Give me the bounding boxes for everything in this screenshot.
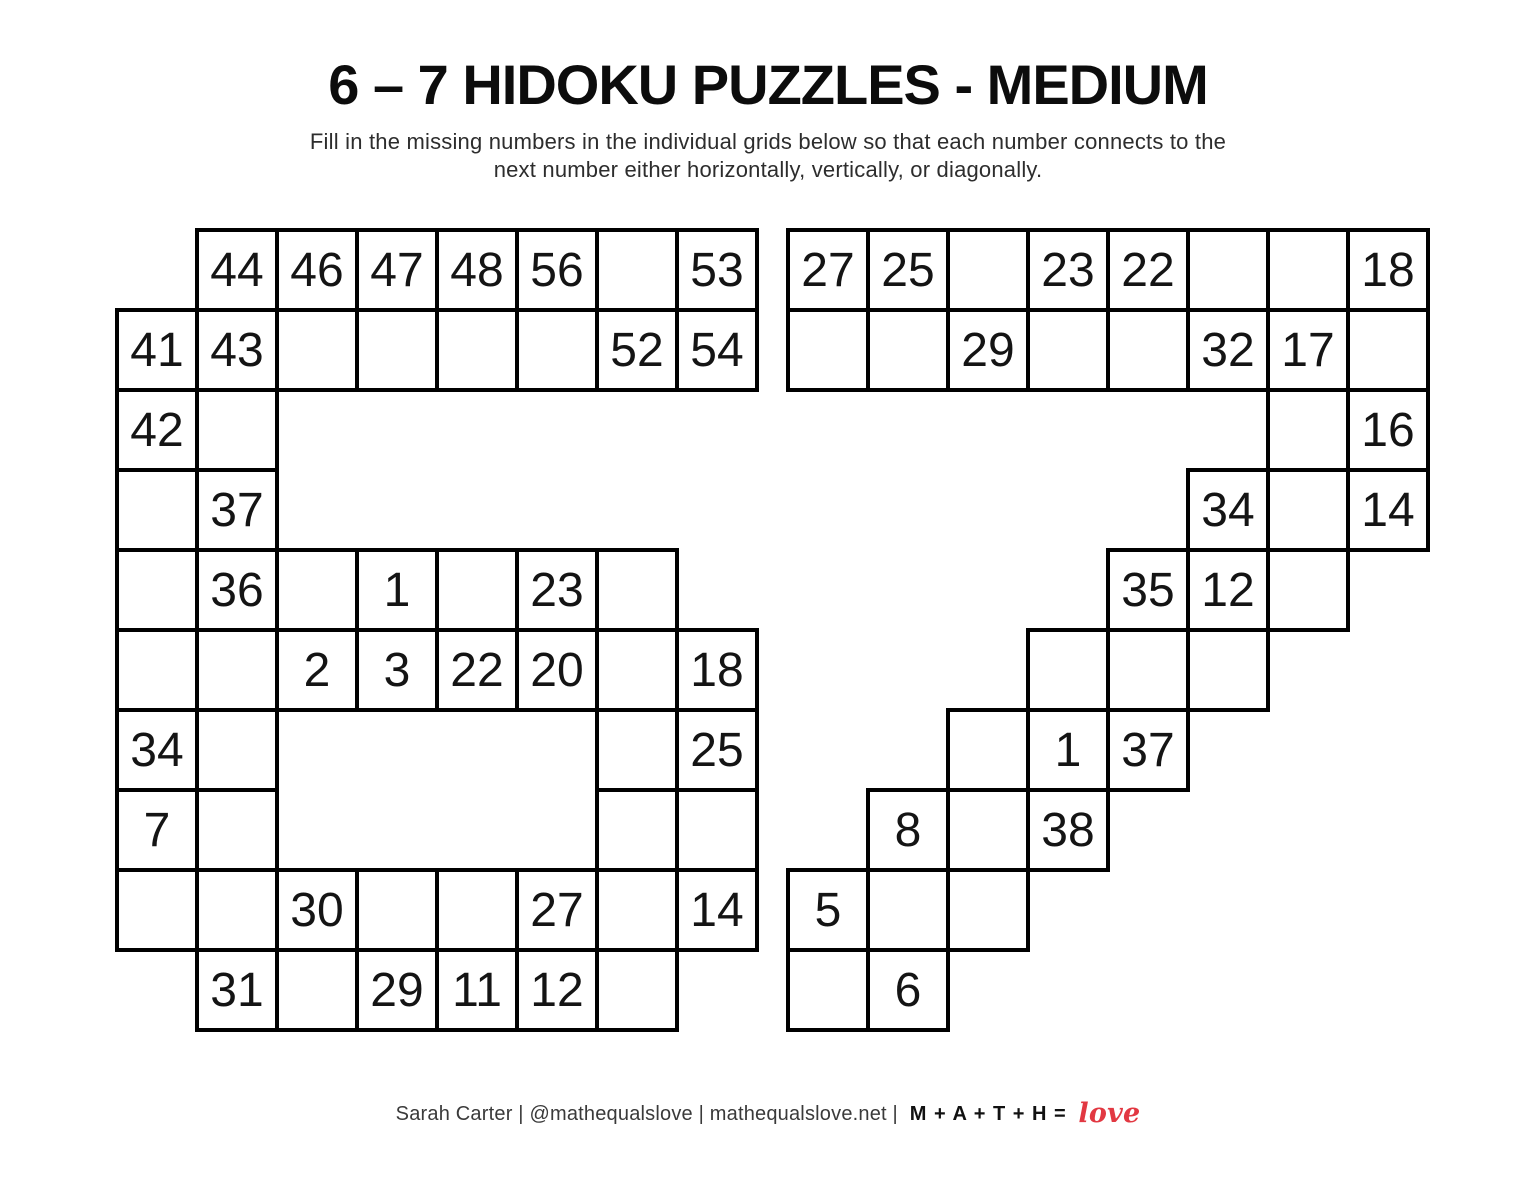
puzzle-cell-given: 14 xyxy=(675,868,759,952)
puzzle-cell-given: 20 xyxy=(515,628,599,712)
puzzle-cell-given: 29 xyxy=(355,948,439,1032)
puzzle-cell-empty xyxy=(1266,228,1350,312)
footer-love-script: love xyxy=(1078,1098,1141,1129)
puzzle-cell-given: 43 xyxy=(195,308,279,392)
puzzle-cell-given: 18 xyxy=(675,628,759,712)
puzzle-cell-given: 29 xyxy=(946,308,1030,392)
puzzle-cell-empty xyxy=(595,228,679,312)
puzzle-cell-given: 27 xyxy=(786,228,870,312)
puzzle-cell-empty xyxy=(1186,228,1270,312)
puzzle-cell-given: 42 xyxy=(115,388,199,472)
puzzle-cell-empty xyxy=(195,788,279,872)
puzzle-cell-empty xyxy=(866,868,950,952)
puzzle-cell-empty xyxy=(946,228,1030,312)
puzzle-cell-empty xyxy=(195,628,279,712)
puzzle-cell-given: 25 xyxy=(866,228,950,312)
puzzle-cell-empty xyxy=(435,548,519,632)
puzzle-cell-empty xyxy=(595,548,679,632)
puzzle-cell-given: 1 xyxy=(355,548,439,632)
instructions-line-2: next number either horizontally, vertically, or diagonally. xyxy=(493,157,1043,182)
puzzle-cell-empty xyxy=(195,388,279,472)
puzzle-cell-empty xyxy=(355,868,439,952)
puzzle-cell-given: 12 xyxy=(1186,548,1270,632)
puzzle-cell-given: 22 xyxy=(1106,228,1190,312)
puzzle-cell-given: 47 xyxy=(355,228,439,312)
puzzle-cell-given: 12 xyxy=(515,948,599,1032)
puzzle-cell-empty xyxy=(1106,628,1190,712)
puzzle-cell-given: 31 xyxy=(195,948,279,1032)
puzzle-cell-empty xyxy=(115,868,199,952)
puzzle-cell-empty xyxy=(595,948,679,1032)
puzzle-cell-given: 54 xyxy=(675,308,759,392)
puzzle-cell-given: 23 xyxy=(1026,228,1110,312)
footer-author-text: Sarah Carter | @mathequalslove | mathequalslove.net | xyxy=(395,1103,898,1125)
puzzle-cell-empty xyxy=(115,628,199,712)
puzzle-cell-given: 37 xyxy=(195,468,279,552)
puzzle-cell-given: 1 xyxy=(1026,708,1110,792)
puzzle-cell-given: 32 xyxy=(1186,308,1270,392)
puzzle-cell-given: 41 xyxy=(115,308,199,392)
puzzle-cell-given: 56 xyxy=(515,228,599,312)
page-title: 6 – 7 HIDOKU PUZZLES - MEDIUM xyxy=(328,53,1208,116)
puzzle-cell-empty xyxy=(946,708,1030,792)
puzzle-cell-given: 5 xyxy=(786,868,870,952)
puzzle-cell-given: 6 xyxy=(866,948,950,1032)
puzzle-cell-empty xyxy=(866,308,950,392)
puzzle-cell-empty xyxy=(275,548,359,632)
puzzle-cell-empty xyxy=(115,548,199,632)
puzzle-cell-given: 27 xyxy=(515,868,599,952)
puzzle-cell-given: 35 xyxy=(1106,548,1190,632)
puzzle-cell-given: 46 xyxy=(275,228,359,312)
puzzle-cell-given: 44 xyxy=(195,228,279,312)
puzzle-cell-empty xyxy=(786,308,870,392)
puzzle-cell-given: 7 xyxy=(115,788,199,872)
puzzle-cell-empty xyxy=(675,788,759,872)
puzzle-cell-given: 2 xyxy=(275,628,359,712)
puzzle-cell-empty xyxy=(946,868,1030,952)
puzzle-cell-empty xyxy=(355,308,439,392)
puzzle-cell-empty xyxy=(786,948,870,1032)
puzzle-cell-empty xyxy=(1186,628,1270,712)
puzzle-cell-given: 34 xyxy=(1186,468,1270,552)
puzzle-cell-given: 37 xyxy=(1106,708,1190,792)
puzzle-cell-empty xyxy=(1026,308,1110,392)
footer-credit xyxy=(0,1098,1536,1129)
instructions-line-1: Fill in the missing numbers in the individual grids below so that each number connects to the xyxy=(309,129,1227,154)
puzzle-cell-given: 25 xyxy=(675,708,759,792)
puzzle-cell-given: 52 xyxy=(595,308,679,392)
puzzle-cell-given: 53 xyxy=(675,228,759,312)
puzzle-cell-given: 23 xyxy=(515,548,599,632)
puzzle-cell-given: 34 xyxy=(115,708,199,792)
instructions xyxy=(0,128,1536,184)
puzzle-cell-empty xyxy=(515,308,599,392)
puzzle-cell-given: 22 xyxy=(435,628,519,712)
puzzle-cell-empty xyxy=(1106,308,1190,392)
puzzle-cell-given: 36 xyxy=(195,548,279,632)
puzzle-cell-given: 38 xyxy=(1026,788,1110,872)
puzzle-cell-empty xyxy=(1266,548,1350,632)
puzzle-cell-empty xyxy=(595,708,679,792)
puzzle-cell-given: 48 xyxy=(435,228,519,312)
puzzle-cell-empty xyxy=(195,868,279,952)
puzzle-cell-empty xyxy=(435,308,519,392)
hidoku-grid-left xyxy=(115,228,759,1032)
puzzle-cell-given: 8 xyxy=(866,788,950,872)
puzzle-cell-empty xyxy=(595,868,679,952)
hidoku-grid-right xyxy=(786,228,1430,1032)
puzzle-cell-empty xyxy=(275,948,359,1032)
puzzle-cell-empty xyxy=(1346,308,1430,392)
puzzle-cell-given: 30 xyxy=(275,868,359,952)
puzzle-cell-given: 17 xyxy=(1266,308,1350,392)
puzzle-cell-empty xyxy=(595,788,679,872)
puzzle-cell-empty xyxy=(595,628,679,712)
puzzle-cell-empty xyxy=(1026,628,1110,712)
puzzle-cell-given: 14 xyxy=(1346,468,1430,552)
puzzle-cell-empty xyxy=(275,308,359,392)
puzzle-cell-given: 11 xyxy=(435,948,519,1032)
puzzle-cell-empty xyxy=(1266,468,1350,552)
puzzle-cell-empty xyxy=(115,468,199,552)
footer-math-equals: M + A + T + H = xyxy=(909,1103,1067,1125)
puzzle-cell-empty xyxy=(435,868,519,952)
puzzle-cell-given: 3 xyxy=(355,628,439,712)
puzzle-cell-given: 18 xyxy=(1346,228,1430,312)
puzzle-cell-empty xyxy=(195,708,279,792)
puzzle-cell-empty xyxy=(946,788,1030,872)
puzzle-cell-empty xyxy=(1266,388,1350,472)
puzzle-cell-given: 16 xyxy=(1346,388,1430,472)
